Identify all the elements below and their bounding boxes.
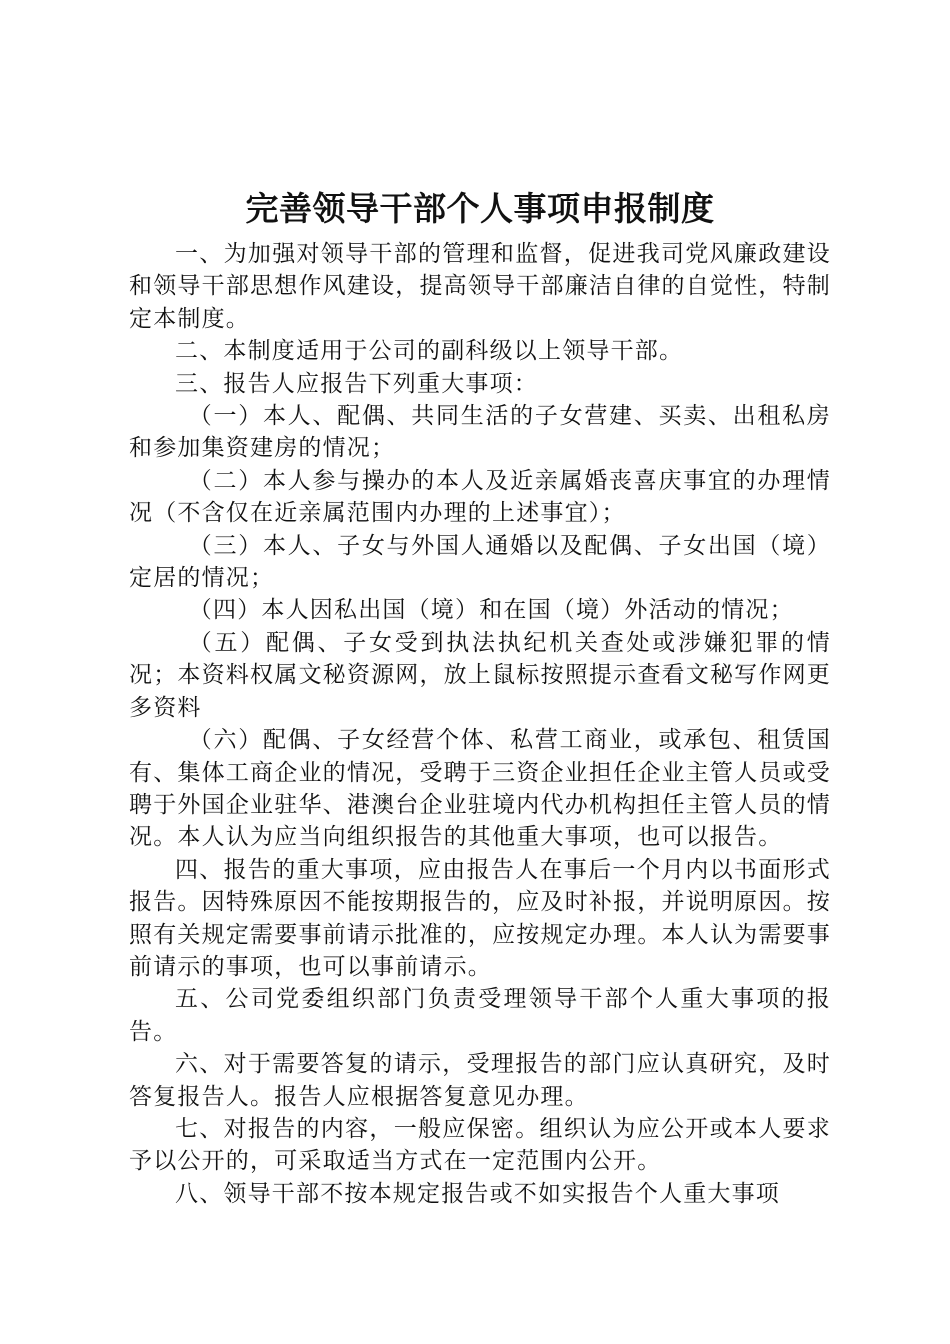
paragraph-2: 二、本制度适用于公司的副科级以上领导干部。 <box>175 338 684 365</box>
paragraph-3: 三、报告人应报告下列重大事项： <box>175 370 538 397</box>
paragraph-4: 四、报告的重大事项，应由报告人在事后一个月内以书面形式报告。因特殊原因不能按期报告的，应及时补报，并说明原因。按照有关规定需要事前请示批准的，应按规定办理。本人认为需要事前请示的事项，也可以事前请示。 <box>129 856 831 980</box>
paragraph-item-2: （二）本人参与操办的本人及近亲属婚丧喜庆事宜的办理情况（不含仅在近亲属范围内办理的上述事宜）； <box>129 467 831 527</box>
paragraph-5: 五、公司党委组织部门负责受理领导干部个人重大事项的报告。 <box>129 986 831 1045</box>
document-page <box>129 180 831 1210</box>
paragraph-7: 七、对报告的内容，一般应保密。组织认为应公开或本人要求予以公开的，可采取适当方式在一定范围内公开。 <box>129 1115 831 1175</box>
document-title: 完善领导干部个人事项申报制度 <box>245 189 715 228</box>
paragraph-8: 八、领导干部不按本规定报告或不如实报告个人重大事项 <box>175 1180 780 1207</box>
paragraph-item-4: （四）本人因私出国（境）和在国（境）外活动的情况； <box>188 597 794 624</box>
paragraph-item-5: （五）配偶、子女受到执法执纪机关查处或涉嫌犯罪的情况；本资料权属文秘资源网，放上鼠标按照提示查看文秘写作网更多资料 <box>129 629 831 721</box>
paragraph-6: 六、对于需要答复的请示，受理报告的部门应认真研究，及时答复报告人。报告人应根据答复意见办理。 <box>129 1051 831 1110</box>
paragraph-item-1: （一）本人、配偶、共同生活的子女营建、买卖、出租私房和参加集资建房的情况； <box>129 403 831 462</box>
paragraph-item-6: （六）配偶、子女经营个体、私营工商业，或承包、租赁国有、集体工商企业的情况，受聘于三资企业担任企业主管人员或受聘于外国企业驻华、港澳台企业驻境内代办机构担任主管人员的情况。本人认为应当向组织报告的其他重大事项，也可以报告。 <box>129 727 831 851</box>
paragraph-1: 一、为加强对领导干部的管理和监督，促进我司党风廉政建设和领导干部思想作风建设，提高领导干部廉洁自律的自觉性，特制定本制度。 <box>129 241 831 332</box>
paragraph-item-3: （三）本人、子女与外国人通婚以及配偶、子女出国（境）定居的情况； <box>129 532 831 592</box>
